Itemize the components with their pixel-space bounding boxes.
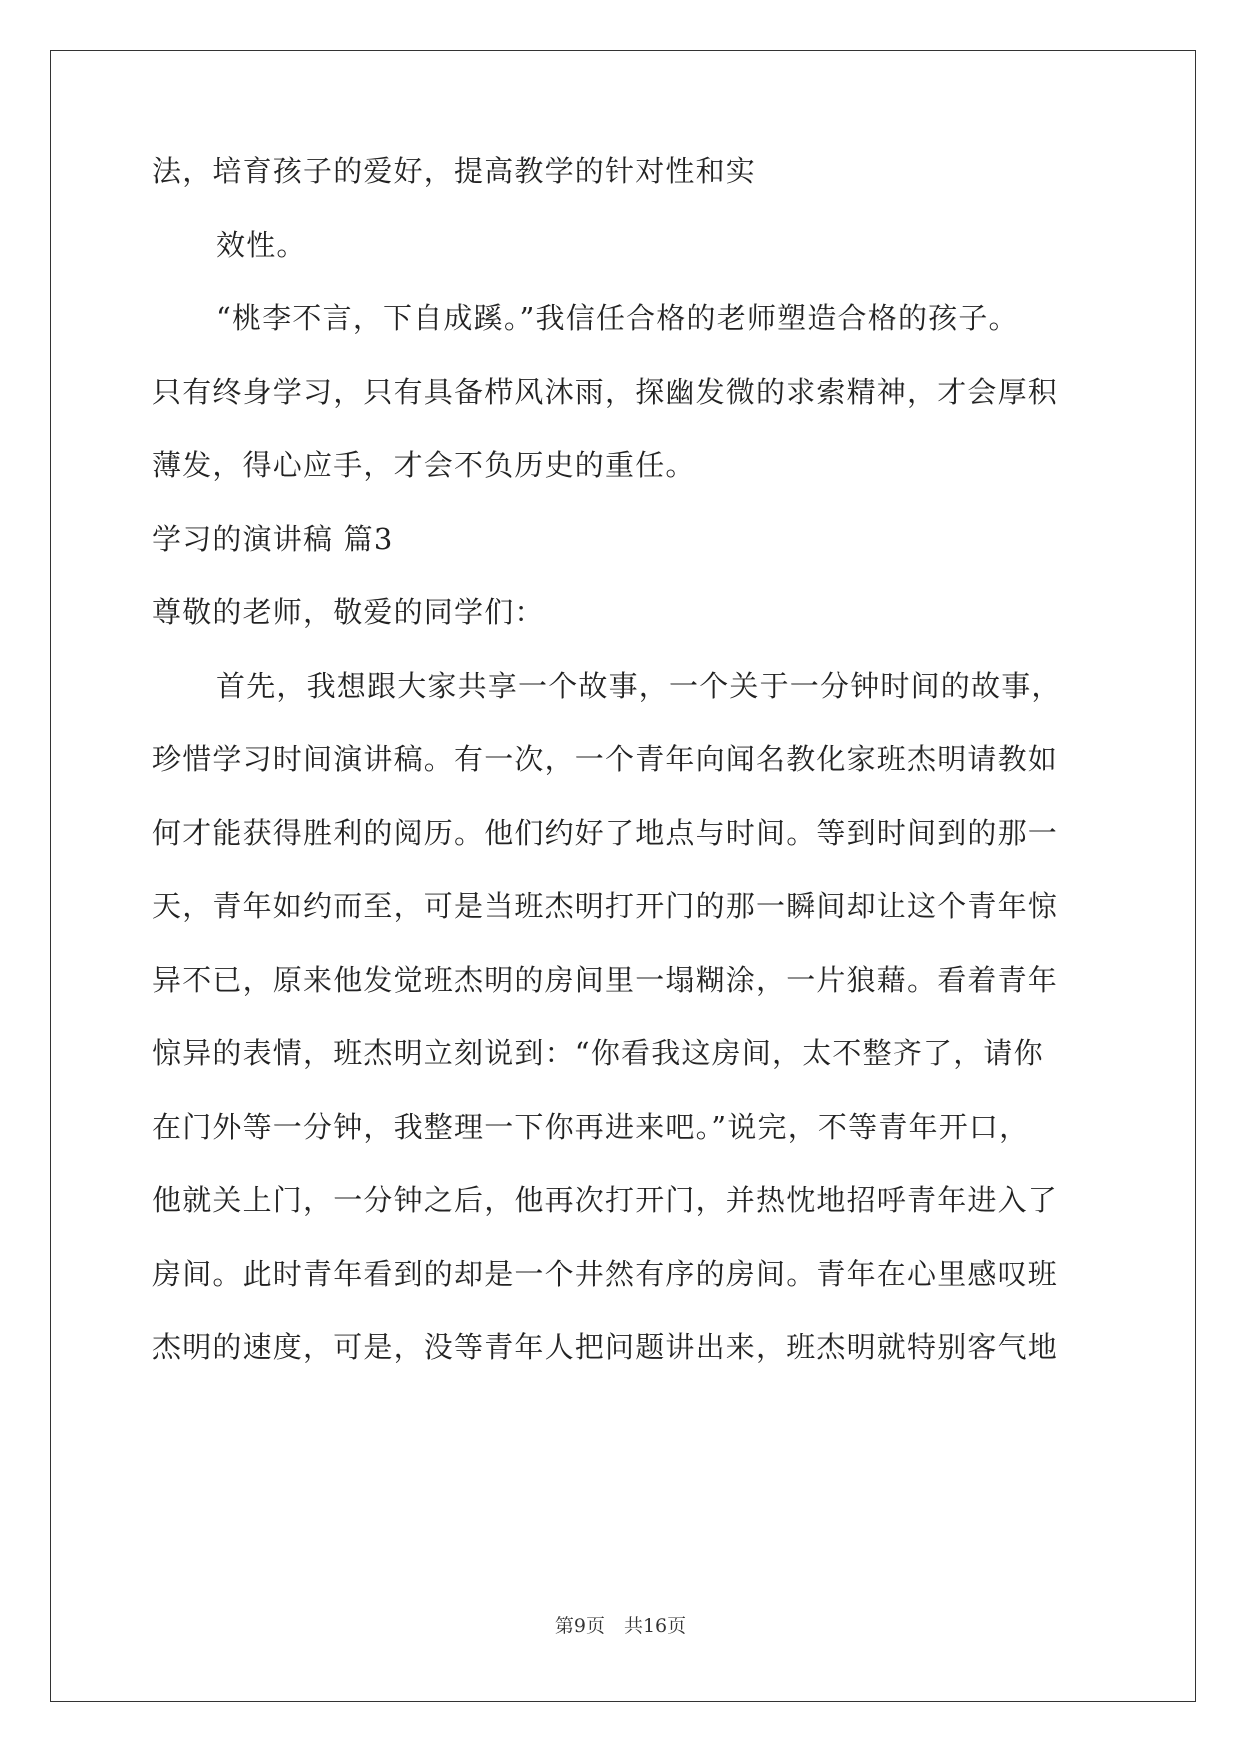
paragraph-line: 珍惜学习时间演讲稿。有一次，一个青年向闻名教化家班杰明请教如 (152, 742, 1059, 776)
page-number: 第9页 共16页 (554, 1615, 687, 1637)
salutation: 尊敬的老师，敬爱的同学们： (152, 595, 545, 629)
section-heading: 学习的演讲稿 篇3 (152, 522, 394, 556)
page-border (50, 50, 1196, 1702)
paragraph-line: 效性。 (216, 228, 307, 262)
paragraph-line: 房间。此时青年看到的却是一个井然有序的房间。青年在心里感叹班 (152, 1257, 1059, 1291)
paragraph-line: 惊异的表情，班杰明立刻说到：“你看我这房间，太不整齐了，请你 (152, 1036, 1044, 1070)
page-footer (0, 1614, 1241, 1638)
paragraph-line: 首先，我想跟大家共享一个故事，一个关于一分钟时间的故事， (216, 669, 1062, 703)
paragraph-line: 他就关上门，一分钟之后，他再次打开门，并热忱地招呼青年进入了 (152, 1183, 1059, 1217)
paragraph-line: 杰明的速度，可是，没等青年人把问题讲出来，班杰明就特别客气地 (152, 1330, 1059, 1364)
paragraph-line: 在门外等一分钟，我整理一下你再进来吧。”说完，不等青年开口， (152, 1110, 1030, 1144)
paragraph-line: 异不已，原来他发觉班杰明的房间里一塌糊涂，一片狼藉。看着青年 (152, 963, 1059, 997)
paragraph-line: 天，青年如约而至，可是当班杰明打开门的那一瞬间却让这个青年惊 (152, 889, 1059, 923)
paragraph-line: 只有终身学习，只有具备栉风沐雨，探幽发微的求索精神，才会厚积 (152, 375, 1059, 409)
paragraph-line: 何才能获得胜利的阅历。他们约好了地点与时间。等到时间到的那一 (152, 816, 1059, 850)
paragraph-line: 法，培育孩子的爱好，提高教学的针对性和实 (152, 154, 757, 188)
paragraph-line: “桃李不言，下自成蹊。”我信任合格的老师塑造合格的孩子。 (216, 301, 1019, 335)
paragraph-line: 薄发，得心应手，才会不负历史的重任。 (152, 448, 696, 482)
